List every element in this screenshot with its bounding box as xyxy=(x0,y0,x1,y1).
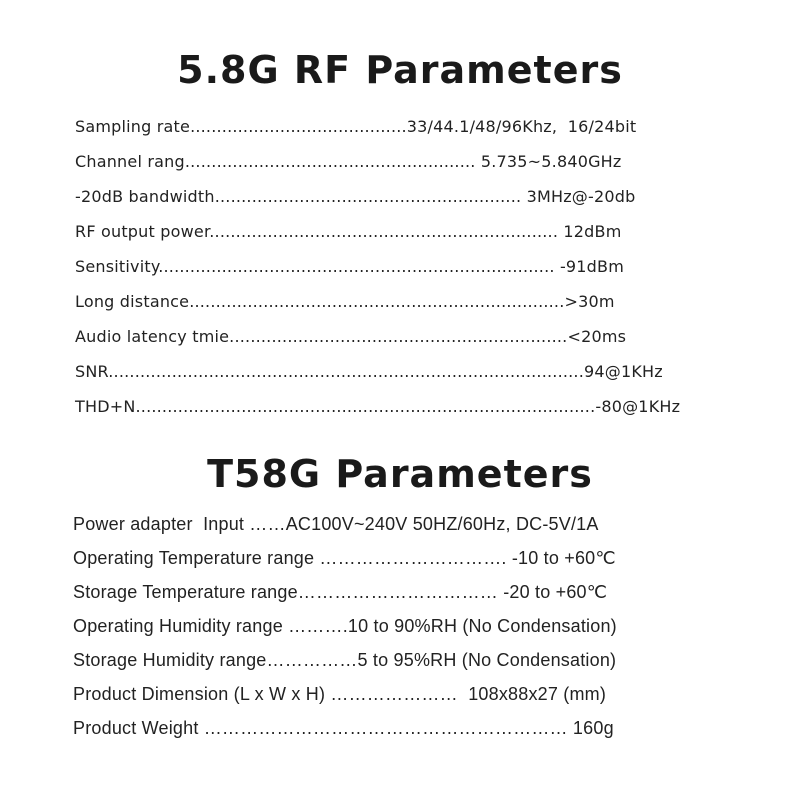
t58-row-power-adapter: Power adapter Input ……AC100V~240V 50HZ/60Hz, DC-5V/1A xyxy=(73,514,599,534)
rf-row-thd-n: THD+N.......................................................................................-80@1KHz xyxy=(75,397,681,416)
t58g-parameters-title: T58G Parameters xyxy=(207,452,593,496)
rf-row-bandwidth: -20dB bandwidth.......................................................... 3MHz@-20db xyxy=(75,187,636,206)
t58-row-product-weight: Product Weight …………………………………………………… 160g xyxy=(73,718,614,738)
rf-row-audio-latency: Audio latency tmie................................................................<20ms xyxy=(75,327,627,346)
t58-row-product-dimension: Product Dimension (L x W x H) ………………… 108x88x27 (mm) xyxy=(73,684,607,704)
rf-row-long-distance: Long distance.......................................................................>30m xyxy=(75,292,615,311)
rf-row-snr: SNR..........................................................................................94@1KHz xyxy=(75,362,663,381)
rf-row-channel-range: Channel rang....................................................... 5.735~5.840GHz xyxy=(75,152,622,171)
rf-parameters-title: 5.8G RF Parameters xyxy=(177,48,623,92)
t58-row-operating-temperature: Operating Temperature range …………………………. -10 to +60℃ xyxy=(73,548,616,568)
rf-row-sampling-rate: Sampling rate.........................................33/44.1/48/96Khz, 16/24bit xyxy=(75,117,637,136)
t58-row-storage-humidity: Storage Humidity range……………5 to 95%RH (No Condensation) xyxy=(73,650,617,670)
rf-row-sensitivity: Sensitivity........................................................................... -91dBm xyxy=(75,257,624,276)
t58-row-storage-temperature: Storage Temperature range…………………………… -20 to +60℃ xyxy=(73,582,608,602)
t58-row-operating-humidity: Operating Humidity range ……….10 to 90%RH (No Condensation) xyxy=(73,616,617,636)
rf-row-output-power: RF output power.................................................................. 12dBm xyxy=(75,222,622,241)
